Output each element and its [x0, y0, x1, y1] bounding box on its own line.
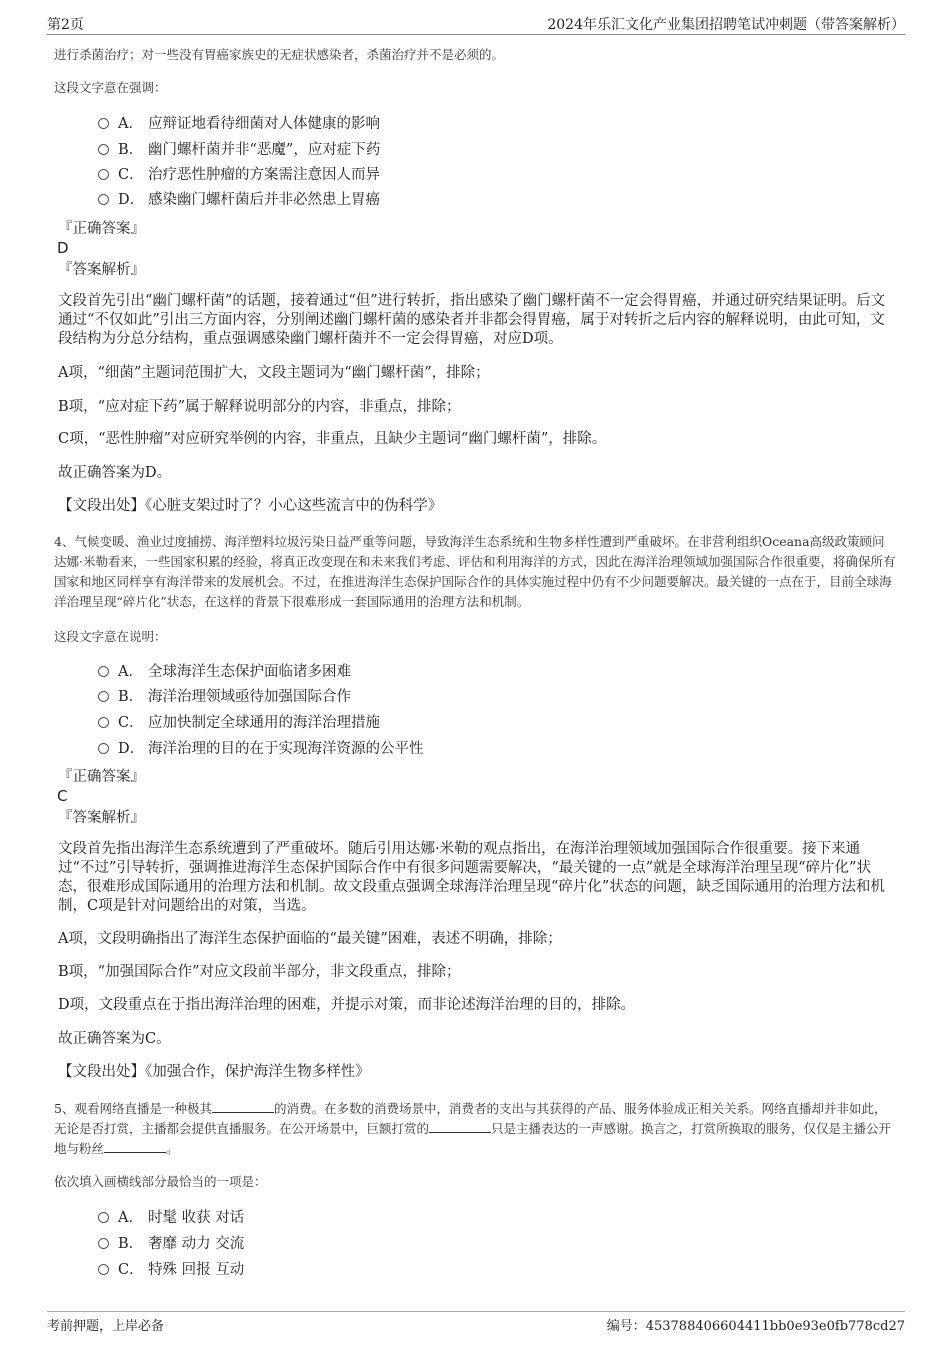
- q5-stem: 依次填入画横线部分最恰当的一项是：: [54, 1174, 267, 1189]
- radio-icon[interactable]: [98, 1238, 109, 1249]
- q4-analysis-d: D项，文段重点在于指出海洋治理的困难，并提示对策，而非论述海洋治理的目的，排除。: [58, 997, 636, 1013]
- fill-blank-3[interactable]: [104, 1140, 166, 1153]
- q3-analysis-c: C项，“恶性肿瘤”对应研究举例的内容，非重点，且缺少主题词“幽门螺杆菌”，排除。: [58, 431, 607, 447]
- radio-icon[interactable]: [98, 169, 109, 180]
- q3-source: 【文段出处】《心脏支架过时了？小心这些流言中的伪科学》: [58, 498, 443, 514]
- q3-analysis-a: A项，“细菌”主题词范围扩大，文段主题词为“幽门螺杆菌”，排除；: [58, 365, 490, 381]
- q3-stem: 这段文字意在强调：: [54, 80, 167, 95]
- page-header: [47, 14, 905, 35]
- page-number: 第2页: [47, 17, 84, 33]
- q3-analysis-b: B项，“应对症下药”属于解释说明部分的内容，非重点，排除；: [58, 399, 461, 415]
- footer-slogan: 考前押题，上岸必备: [47, 1319, 165, 1334]
- radio-icon[interactable]: [98, 743, 109, 754]
- q5-passage: 5、观看网络直播是一种极其 的消费。在多数的消费场景中，消费者的支出与其获得的产品、服务体验成正相关关系。网络直播却并非如此，无论是否打赏，主播都会提供直播服务。在公开场景中，巨额打赏的 只是主播表达的一声感谢。换言之，打赏所换取的服务，仅仅是主播公开地与粉丝 。: [54, 1101, 892, 1156]
- page-footer: [47, 1311, 905, 1337]
- q4-answer-label: 『正确答案』: [58, 769, 145, 785]
- q3-option-d[interactable]: D． 感染幽门螺杆菌后并非必然患上胃癌: [98, 189, 380, 211]
- radio-icon[interactable]: [98, 118, 109, 129]
- q4-stem: 这段文字意在说明：: [54, 629, 167, 644]
- q3-conclusion: 故正确答案为D。: [58, 465, 172, 481]
- q4-answer: C: [57, 787, 68, 805]
- q3-answer: D: [57, 239, 69, 257]
- document-id: 编号：453788406604411bb0e93e0fb778cd27: [606, 1319, 905, 1334]
- fill-blank-2[interactable]: [429, 1120, 491, 1133]
- q3-answer-label: 『正确答案』: [58, 221, 145, 237]
- q3-option-b[interactable]: B． 幽门螺杆菌并非“恶魔”，应对症下药: [98, 139, 380, 161]
- q4-analysis-a: A项，文段明确指出了海洋生态保护面临的“最关键”困难，表述不明确，排除；: [58, 931, 562, 947]
- q4-conclusion: 故正确答案为C。: [58, 1031, 171, 1047]
- q3-option-a[interactable]: A． 应辩证地看待细菌对人体健康的影响: [98, 113, 380, 135]
- q4-option-d[interactable]: D． 海洋治理的目的在于实现海洋资源的公平性: [98, 738, 424, 760]
- fill-blank-1[interactable]: [212, 1100, 274, 1113]
- q4-option-a[interactable]: A． 全球海洋生态保护面临诸多困难: [98, 661, 351, 683]
- q4-passage: 4、气候变暖、渔业过度捕捞、海洋塑料垃圾污染日益严重等问题，导致海洋生态系统和生物多样性遭到严重破坏。在非营利组织Oceana高级政策顾问达娜·米勒看来，一些国家积累的经验，将真正改变现在和未来我们考虑、评估和利用海洋的方式，因此在海洋治理领域加强国际合作很重要，将确保所有国家和地区同样享有海洋带来的发展机会。不过，在推进海洋生态保护国际合作的具体实施过程中仍有不少问题要解决。最关键的一点在于，目前全球海洋治理呈现“碎片化”状态，在这样的背景下很难形成一套国际通用的治理方法和机制。: [54, 534, 896, 609]
- q4-option-c[interactable]: C． 应加快制定全球通用的海洋治理措施: [98, 712, 380, 734]
- q5-option-a[interactable]: A． 时髦 收获 对话: [98, 1207, 244, 1229]
- document-title: 2024年乐汇文化产业集团招聘笔试冲刺题（带答案解析）: [547, 17, 905, 33]
- q5-option-b[interactable]: B． 奢靡 动力 交流: [98, 1233, 244, 1255]
- radio-icon[interactable]: [98, 691, 109, 702]
- q3-analysis-main: 文段首先引出“幽门螺杆菌”的话题，接着通过“但”进行转折，指出感染了幽门螺杆菌不一定会得胃癌，并通过研究结果证明。后文通过“不仅如此”引出三方面内容，分别阐述幽门螺杆菌的感染者并非都会得胃癌，属于对转折之后内容的解释说明，由此可知，文段结构为分总分结构，重点强调感染幽门螺杆菌并不一定会得胃癌，对应D项。: [58, 293, 886, 347]
- radio-icon[interactable]: [98, 194, 109, 205]
- q3-option-c[interactable]: C． 治疗恶性肿瘤的方案需注意因人而异: [98, 164, 380, 186]
- radio-icon[interactable]: [98, 144, 109, 155]
- q3-passage-tail: 进行杀菌治疗；对一些没有胃癌家族史的无症状感染者，杀菌治疗并不是必须的。: [54, 47, 505, 62]
- q5-option-c[interactable]: C． 特殊 回报 互动: [98, 1259, 244, 1281]
- radio-icon[interactable]: [98, 666, 109, 677]
- radio-icon[interactable]: [98, 1212, 109, 1223]
- q4-analysis-main: 文段首先指出海洋生态系统遭到了严重破坏。随后引用达娜·米勒的观点指出，在海洋治理领域加强国际合作很重要。接下来通过“不过”引导转折，强调推进海洋生态保护国际合作中有很多问题需要解决，“最关键的一点”就是全球海洋治理呈现“碎片化”状态，很难形成国际通用的治理方法和机制。故文段重点强调全球海洋治理呈现“碎片化”状态的问题，缺乏国际通用的治理方法和机制，C项是针对问题给出的对策，当选。: [58, 841, 885, 914]
- q4-option-b[interactable]: B． 海洋治理领域亟待加强国际合作: [98, 686, 351, 708]
- radio-icon[interactable]: [98, 717, 109, 728]
- q3-analysis-label: 『答案解析』: [58, 262, 145, 278]
- q4-analysis-label: 『答案解析』: [58, 810, 145, 826]
- radio-icon[interactable]: [98, 1264, 109, 1275]
- q4-source: 【文段出处】《加强合作，保护海洋生物多样性》: [58, 1064, 370, 1080]
- q4-analysis-b: B项，“加强国际合作”对应文段前半部分，非文段重点，排除；: [58, 964, 461, 980]
